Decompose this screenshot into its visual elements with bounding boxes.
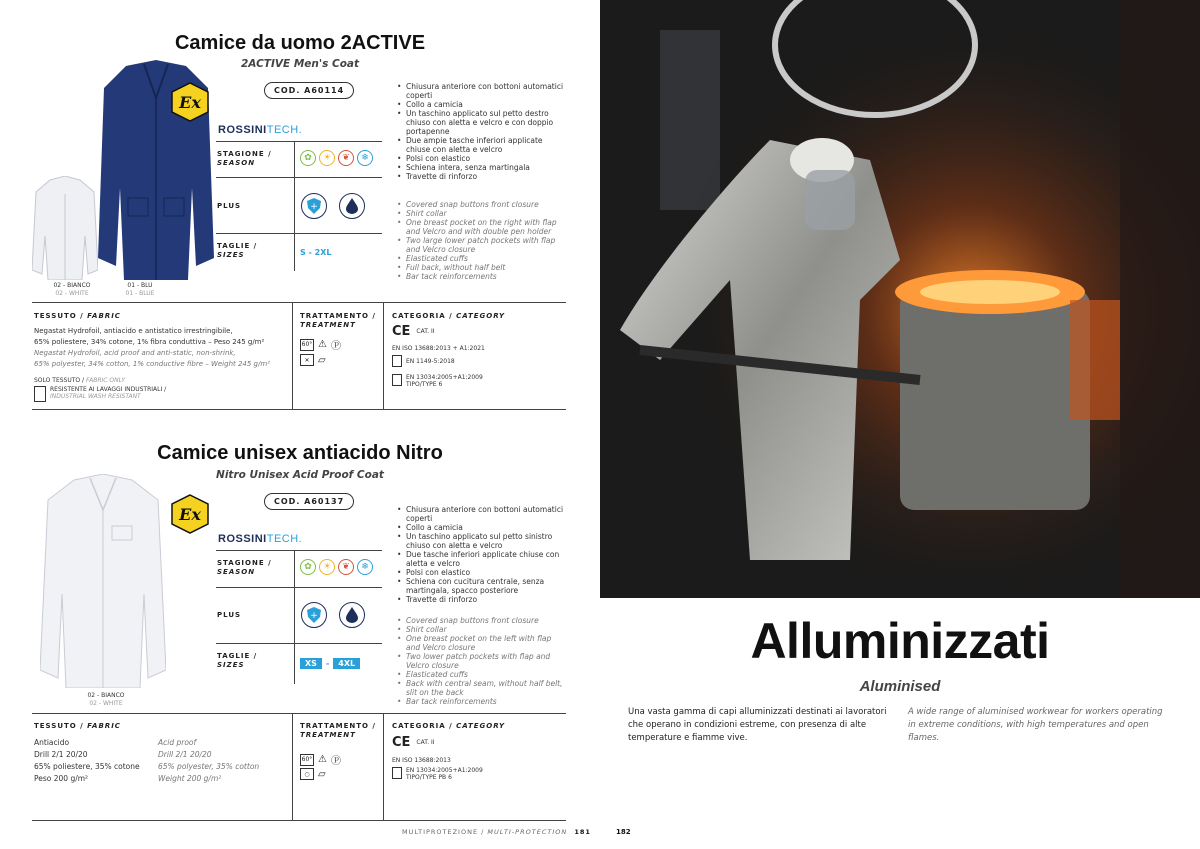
product2-norm-1: EN ISO 13688:2013 (392, 757, 451, 764)
foundry-worker-photo (600, 0, 1200, 598)
winter-icon: ❄ (357, 150, 373, 166)
size-from: XS (300, 658, 322, 669)
feature: • Chiusura anteriore con bottoni automatici coperti (396, 82, 566, 100)
feature: • Two large lower patch pockets with flap and Velcro closure (396, 236, 566, 254)
ce-icon: CE (392, 324, 411, 339)
feature: • Back with central seam, without half belt, slit on the back (396, 679, 566, 697)
label: TAGLIE / (217, 652, 258, 660)
footer-section: MULTIPROTEZIONE (402, 828, 479, 836)
brand-main: ROSSINI (218, 124, 267, 136)
product2-norm-2 (406, 767, 483, 781)
summer-icon: ☀ (319, 559, 335, 575)
product2-treatment-label (300, 722, 376, 740)
product1-norm-1: EN ISO 13688:2013 + A1:2021 (392, 345, 485, 352)
product2-features-en (396, 616, 566, 706)
feature: • Shirt collar (396, 209, 566, 218)
feature: • Chiusura anteriore con bottoni automatici coperti (396, 505, 566, 523)
shield-plus-icon (301, 602, 327, 628)
shield-plus-icon (301, 193, 327, 219)
spring-icon: ✿ (300, 150, 316, 166)
product2-care-icons (300, 752, 341, 767)
wash-label: RESISTENTE AI LAVAGGI INDUSTRIALI / (50, 386, 167, 393)
product2-fabric-it (34, 737, 140, 785)
divider (32, 820, 566, 821)
label: CATEGORIA / (392, 722, 453, 730)
ce-icon: CE (392, 735, 411, 750)
label-en: SIZES (217, 251, 245, 259)
divider (216, 141, 382, 142)
product1-title: Camice da uomo 2ACTIVE (174, 32, 426, 54)
product1-norm-2: EN 1149-5:2018 (406, 358, 455, 365)
product2-color-white (76, 692, 136, 708)
feature: • Travette di rinforzo (396, 172, 566, 181)
dry-clean-p-icon: Ⓟ (330, 756, 341, 767)
wash-60-icon: 60° (300, 754, 314, 766)
feature: • Covered snap buttons front closure (396, 616, 566, 625)
fabric-line: Negastat Hydrofoil, antiacido e antistatico irrestringibile, (34, 327, 233, 335)
page-number-right: 182 (616, 828, 631, 836)
product2-sizes (300, 658, 360, 669)
divider (216, 643, 382, 644)
divider (216, 233, 382, 234)
color-label: 02 - BIANCO (53, 282, 91, 289)
cat-label: CAT. II (416, 739, 435, 746)
label-en: FABRIC (87, 312, 121, 320)
section-description-en: A wide range of aluminised workwear for workers operating in extreme conditions, with high temperatures and open flames. (908, 707, 1163, 743)
product1-plus-label: PLUS (217, 202, 242, 210)
product1-sizes: S - 2XL (300, 248, 332, 257)
color-label-en: 01 - BLUE (125, 290, 155, 297)
label: STAGIONE / (217, 150, 272, 158)
no-bleach-icon: ⚠ (318, 754, 327, 765)
footer-section-en: MULTI-PROTECTION (487, 828, 568, 836)
product2-features-it (396, 505, 566, 604)
product2-fabric-label (34, 722, 121, 731)
svg-text:Ex: Ex (179, 93, 201, 112)
divider (294, 141, 295, 271)
size-sep: - (325, 659, 330, 668)
label-en: FABRIC ONLY (86, 377, 125, 384)
product2-season-icons (300, 559, 373, 575)
section-description-it: Una vasta gamma di capi alluminizzati destinati ai lavoratori che operano in condizioni estreme, con presenza di alte temperature e fiamme vive. (628, 707, 887, 743)
feature: • Bar tack reinforcements (396, 272, 566, 281)
spring-icon: ✿ (300, 559, 316, 575)
divider (32, 409, 566, 410)
product1-season-icons (300, 150, 373, 166)
feature: • Polsi con elastico (396, 154, 566, 163)
label-en: TREATMENT (300, 321, 356, 329)
svg-text:+: + (310, 611, 318, 621)
product1-ce-mark (392, 324, 435, 339)
page-number-left: 181 (574, 828, 591, 836)
water-drop-icon (339, 602, 365, 628)
feature: • Travette di rinforzo (396, 595, 566, 604)
winter-icon: ❄ (357, 559, 373, 575)
product2-care-icons-2 (300, 768, 326, 780)
wash-60-icon: 60° (300, 339, 314, 351)
product1-features-en (396, 200, 566, 281)
color-label-en: 02 - WHITE (89, 700, 123, 707)
product2-subtitle: Nitro Unisex Acid Proof Coat (216, 469, 384, 481)
color-label: 01 - BLU (127, 282, 153, 289)
label-en: CATEGORY (456, 722, 506, 730)
footer-left: MULTIPROTEZIONE / MULTI-PROTECTION 181 (402, 828, 591, 836)
divider (216, 177, 382, 178)
chemical-icon (392, 767, 402, 779)
feature: • Polsi con elastico (396, 568, 566, 577)
label: CATEGORIA / (392, 312, 453, 320)
feature: • Collo a camicia (396, 100, 566, 109)
no-bleach-icon: ⚠ (318, 339, 327, 350)
product1-fabric-text (34, 326, 289, 370)
product1-treatment-label (300, 312, 376, 330)
product1-features-it (396, 82, 566, 181)
label: SOLO TESSUTO / (34, 377, 85, 384)
label-en: SEASON (217, 568, 256, 576)
product2-category-label (392, 722, 505, 731)
antistatic-icon (392, 355, 402, 367)
summer-icon: ☀ (319, 150, 335, 166)
product2-brand-logo (218, 533, 302, 545)
label: TESSUTO / (34, 312, 84, 320)
product2-ce-mark (392, 735, 435, 750)
divider (383, 713, 384, 820)
fabric-line: Peso 200 g/m² (34, 774, 89, 783)
dry-clean-p-icon: Ⓟ (330, 341, 341, 352)
product1-category-label (392, 312, 505, 321)
label: TRATTAMENTO / (300, 312, 376, 320)
no-tumble-dry-icon: ✕ (300, 354, 314, 366)
label-en: FABRIC (87, 722, 121, 730)
atex-ex-icon (170, 82, 210, 122)
feature: • Due tasche inferiori applicate chiuse con aletta e velcro (396, 550, 566, 568)
product1-subtitle: 2ACTIVE Men's Coat (240, 58, 360, 70)
wash-label-en: INDUSTRIAL WASH RESISTANT (50, 393, 141, 400)
atex-ex-icon (170, 494, 210, 534)
fabric-line-en: Drill 2/1 20/20 (158, 750, 212, 759)
divider (216, 587, 382, 588)
fabric-line-en: 65% polyester, 35% cotton (158, 762, 260, 771)
section-heading: Alluminizzati (750, 613, 1050, 669)
divider (32, 302, 566, 303)
feature: • Collo a camicia (396, 523, 566, 532)
svg-text:+: + (310, 202, 318, 212)
product1-fabric-label (34, 312, 121, 321)
fabric-line: 65% poliestere, 34% cotone, 1% fibra conduttiva – Peso 245 g/m² (34, 338, 265, 346)
feature: • Schiena intera, senza martingala (396, 163, 566, 172)
label-en: SIZES (217, 661, 245, 669)
autumn-icon: ❦ (338, 559, 354, 575)
water-drop-icon (339, 193, 365, 219)
feature: • Schiena con cucitura centrale, senza martingala, spacco posteriore (396, 577, 566, 595)
color-label: 02 - BIANCO (87, 692, 125, 699)
product1-sizes-label (217, 242, 257, 260)
product2-white-coat-image (40, 474, 166, 688)
feature: • Un taschino applicato sul petto destro chiuso con aletta e velcro e con doppio portapenne (396, 109, 566, 136)
norm-line: TIPO/TYPE 6 (406, 381, 443, 388)
divider (32, 713, 566, 714)
iron-icon: ▱ (318, 354, 326, 366)
product2-title: Camice unisex antiacido Nitro (157, 442, 443, 464)
chemical-icon (392, 374, 402, 386)
product2-season-label (217, 559, 272, 577)
product1-code: COD. A60114 (264, 82, 354, 99)
divider (383, 302, 384, 409)
label: STAGIONE / (217, 559, 272, 567)
feature: • Un taschino applicato sul petto sinistro chiuso con aletta e velcro (396, 532, 566, 550)
product1-white-coat-image (32, 176, 98, 280)
fabric-line-en: Acid proof (158, 738, 197, 747)
product1-color-white (42, 282, 102, 298)
product1-norm-3 (406, 374, 483, 388)
fabric-line: Antiacido (34, 738, 70, 747)
feature: • Bar tack reinforcements (396, 697, 566, 706)
feature: • Full back, without half belt (396, 263, 566, 272)
tumble-dry-icon: ○ (300, 768, 314, 780)
divider (294, 550, 295, 684)
cat-label: CAT. II (416, 328, 435, 335)
brand-tech: TECH. (266, 124, 303, 136)
iron-icon: ▱ (318, 768, 326, 780)
feature: • One breast pocket on the right with flap and Velcro and with double pen holder (396, 218, 566, 236)
product1-season-label (217, 150, 272, 168)
fabric-line-en: Negastat Hydrofoil, acid proof and anti-static, non-shrink, (34, 349, 236, 357)
industrial-wash-icon (34, 386, 46, 402)
brand-main: ROSSINI (218, 533, 267, 545)
norm-line: EN 13034:2005+A1:2009 (406, 374, 483, 381)
product2-sizes-label (217, 652, 257, 670)
section-subheading: Aluminised (859, 678, 941, 695)
product1-color-blue (110, 282, 170, 298)
fabric-line: 65% poliestere, 35% cotone (34, 762, 140, 771)
brand-tech: TECH. (266, 533, 303, 545)
feature: • Covered snap buttons front closure (396, 200, 566, 209)
product2-fabric-en (158, 737, 259, 785)
label-en: SEASON (217, 159, 256, 167)
product1-brand-logo (218, 124, 302, 136)
svg-text:Ex: Ex (179, 505, 201, 524)
product1-care-icons-2 (300, 354, 326, 366)
fabric-line-en: Weight 200 g/m² (158, 774, 222, 783)
label: TESSUTO / (34, 722, 84, 730)
product1-fabric-only (34, 375, 125, 386)
feature: • Elasticated cuffs (396, 670, 566, 679)
feature: • Two lower patch pockets with flap and Velcro closure (396, 652, 566, 670)
color-label-en: 02 - WHITE (55, 290, 89, 297)
fabric-line-en: 65% polyester, 34% cotton, 1% conductive fibre – Weight 245 g/m² (34, 360, 270, 368)
divider (292, 713, 293, 820)
norm-line: TIPO/TYPE PB 6 (406, 774, 452, 781)
feature: • Elasticated cuffs (396, 254, 566, 263)
autumn-icon: ❦ (338, 150, 354, 166)
product1-care-icons (300, 337, 341, 352)
size-to: 4XL (333, 658, 360, 669)
divider (216, 550, 382, 551)
norm-line: EN 13034:2005+A1:2009 (406, 767, 483, 774)
label-en: TREATMENT (300, 731, 356, 739)
divider (292, 302, 293, 409)
feature: • One breast pocket on the left with flap and Velcro closure (396, 634, 566, 652)
label: TRATTAMENTO / (300, 722, 376, 730)
label-en: CATEGORY (456, 312, 506, 320)
fabric-line: Drill 2/1 20/20 (34, 750, 88, 759)
feature: • Shirt collar (396, 625, 566, 634)
feature: • Due ampie tasche inferiori applicate chiuse con aletta e velcro (396, 136, 566, 154)
product2-plus-label: PLUS (217, 611, 242, 619)
label: TAGLIE / (217, 242, 258, 250)
product2-code: COD. A60137 (264, 493, 354, 510)
product1-wash-resistant (50, 386, 166, 400)
